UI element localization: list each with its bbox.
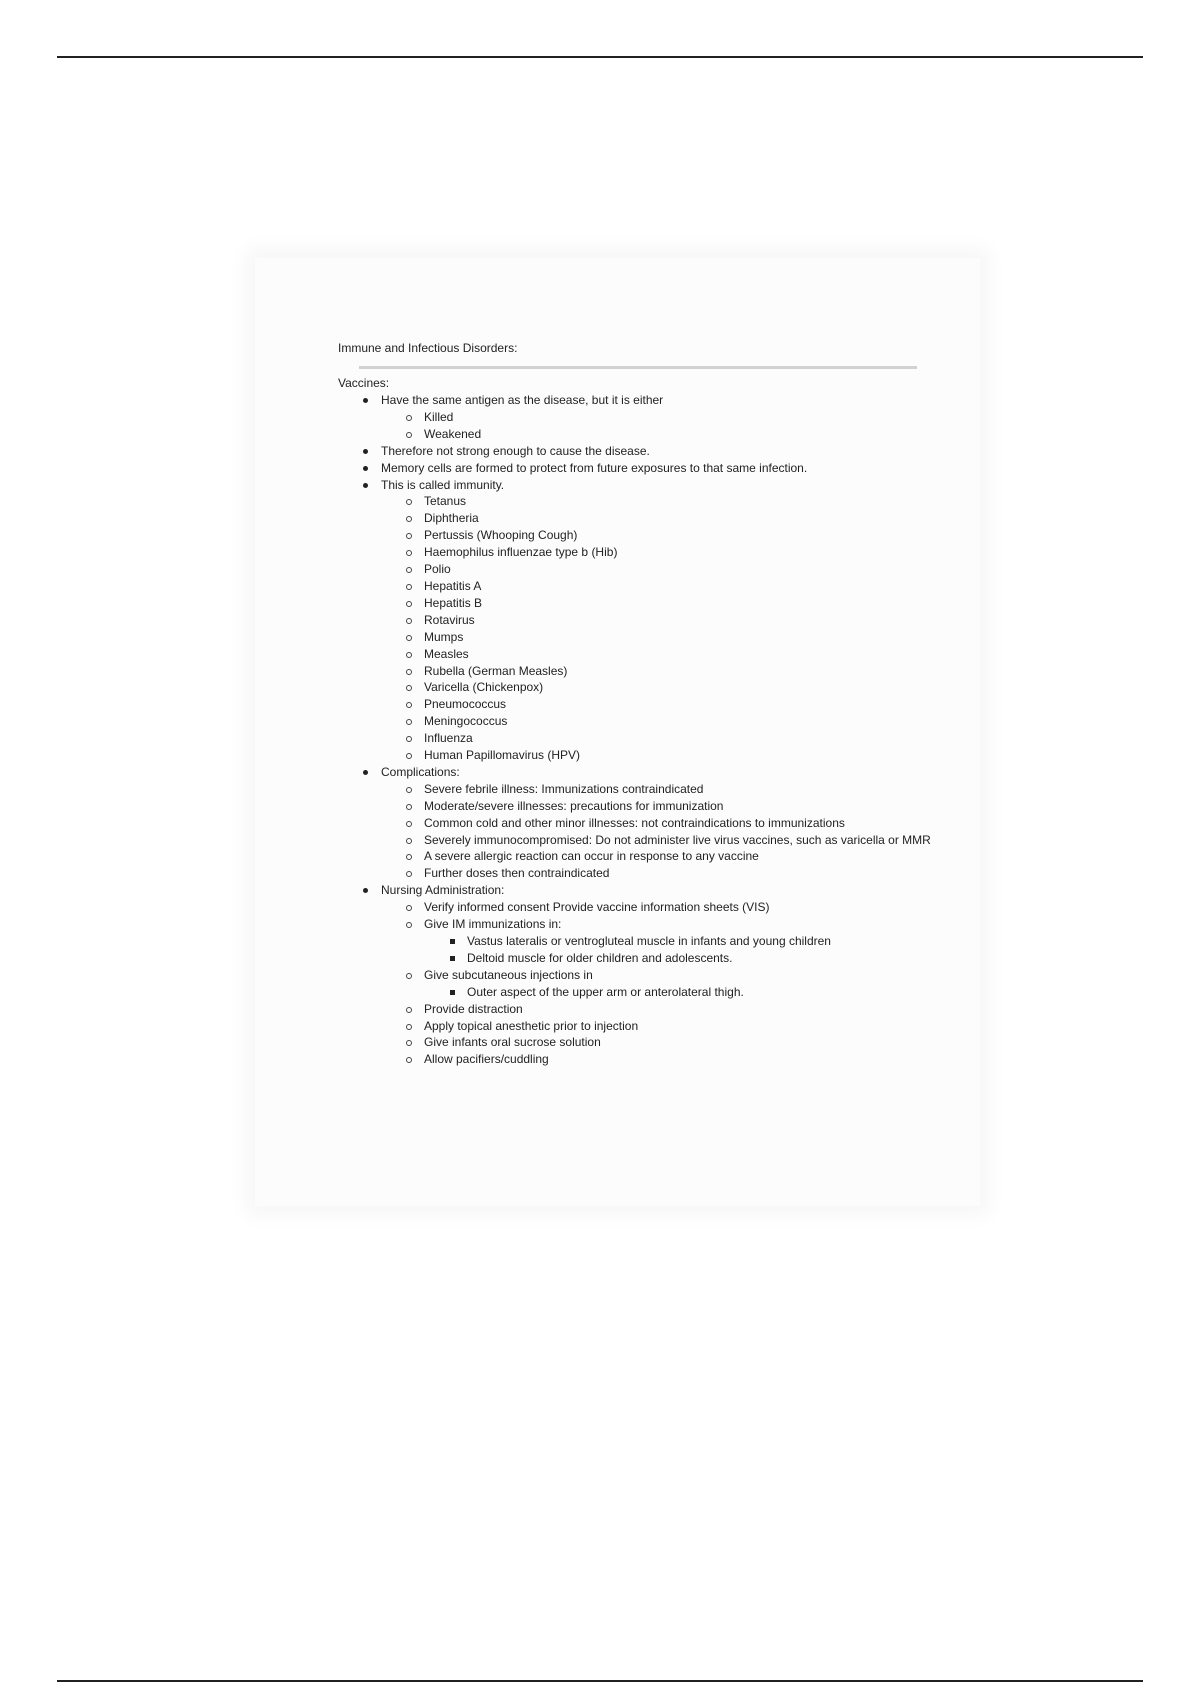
nested-list [424, 933, 938, 967]
list-item-text: Hepatitis A [424, 578, 938, 595]
sub-bullet-item [381, 612, 938, 629]
sub-bullet-item [381, 899, 938, 916]
list-item-text: Measles [424, 646, 938, 663]
list-item-text: Common cold and other minor illnesses: not contraindications to immunizations [424, 815, 938, 832]
list-item-text: Diphtheria [424, 510, 938, 527]
sub-bullet-item [381, 544, 938, 561]
sub-bullet-item [381, 713, 938, 730]
list-item-text: Pneumococcus [424, 696, 938, 713]
section-heading: Vaccines: [338, 376, 390, 390]
bullet-item [338, 443, 938, 460]
embedded-document-page [255, 258, 980, 1206]
list-item-text: Human Papillomavirus (HPV) [424, 747, 938, 764]
list-item-text: Allow pacifiers/cuddling [424, 1051, 938, 1068]
bullet-item [338, 460, 938, 477]
sub-bullet-item [381, 493, 938, 510]
list-item-text: Pertussis (Whooping Cough) [424, 527, 938, 544]
list-item-text: Meningococcus [424, 713, 938, 730]
list-item-text: Give IM immunizations in: [424, 916, 938, 933]
list-item-text: Nursing Administration: [381, 882, 938, 899]
sub-bullet-item [381, 848, 938, 865]
sub-sub-bullet-item [424, 950, 938, 967]
bullet-item [338, 764, 938, 882]
list-item-text: Vastus lateralis or ventrogluteal muscle in infants and young children [467, 933, 938, 950]
nested-list [381, 493, 938, 764]
list-item-text: This is called immunity. [381, 477, 938, 494]
sub-bullet-item [381, 1034, 938, 1051]
sub-bullet-item [381, 510, 938, 527]
bullet-item [338, 392, 938, 443]
nested-list [381, 409, 938, 443]
sub-bullet-item [381, 561, 938, 578]
sub-bullet-item [381, 646, 938, 663]
nested-list [381, 899, 938, 1068]
sub-sub-bullet-item [424, 984, 938, 1001]
nested-list [424, 984, 938, 1001]
sub-bullet-item [381, 578, 938, 595]
list-item-text: Varicella (Chickenpox) [424, 679, 938, 696]
bullet-item [338, 882, 938, 1068]
list-item-text: Therefore not strong enough to cause the disease. [381, 443, 938, 460]
sub-bullet-item [381, 865, 938, 882]
list-item-text: Severe febrile illness: Immunizations contraindicated [424, 781, 938, 798]
sub-bullet-item [381, 747, 938, 764]
sub-bullet-item [381, 967, 938, 1001]
nested-list [381, 781, 938, 882]
sub-bullet-item [381, 663, 938, 680]
list-item-text: Mumps [424, 629, 938, 646]
list-item-text: Tetanus [424, 493, 938, 510]
sub-bullet-item [381, 409, 938, 426]
list-item-text: Memory cells are formed to protect from future exposures to that same infection. [381, 460, 938, 477]
sub-bullet-item [381, 595, 938, 612]
sub-bullet-item [381, 629, 938, 646]
sub-bullet-item [381, 426, 938, 443]
list-item-text: Moderate/severe illnesses: precautions for immunization [424, 798, 938, 815]
list-item-text: Polio [424, 561, 938, 578]
sub-sub-bullet-item [424, 933, 938, 950]
sub-bullet-item [381, 679, 938, 696]
list-item-text: Severely immunocompromised: Do not administer live virus vaccines, such as varicella or MMR [424, 832, 938, 849]
list-item-text: Weakened [424, 426, 938, 443]
sub-bullet-item [381, 696, 938, 713]
list-item-text: Further doses then contraindicated [424, 865, 938, 882]
sub-bullet-item [381, 832, 938, 849]
bottom-rule [57, 1680, 1143, 1682]
list-item-text: Verify informed consent Provide vaccine information sheets (VIS) [424, 899, 938, 916]
list-item-text: Haemophilus influenzae type b (Hib) [424, 544, 938, 561]
sub-bullet-item [381, 798, 938, 815]
list-item-text: Complications: [381, 764, 938, 781]
list-item-text: Hepatitis B [424, 595, 938, 612]
sub-bullet-item [381, 1001, 938, 1018]
sub-bullet-item [381, 730, 938, 747]
top-rule [57, 56, 1143, 58]
list-item-text: Killed [424, 409, 938, 426]
sub-bullet-item [381, 1018, 938, 1035]
list-item-text: Give infants oral sucrose solution [424, 1034, 938, 1051]
list-item-text: Give subcutaneous injections in [424, 967, 938, 984]
document-title: Immune and Infectious Disorders: [338, 341, 518, 355]
title-divider [359, 366, 917, 369]
list-item-text: A severe allergic reaction can occur in response to any vaccine [424, 848, 938, 865]
sub-bullet-item [381, 916, 938, 967]
bullet-list [338, 392, 938, 1068]
list-item-text: Rotavirus [424, 612, 938, 629]
list-item-text: Outer aspect of the upper arm or anterolateral thigh. [467, 984, 938, 1001]
sub-bullet-item [381, 527, 938, 544]
list-item-text: Apply topical anesthetic prior to injection [424, 1018, 938, 1035]
sub-bullet-item [381, 815, 938, 832]
sub-bullet-item [381, 1051, 938, 1068]
sub-bullet-item [381, 781, 938, 798]
bullet-item [338, 477, 938, 764]
list-item-text: Rubella (German Measles) [424, 663, 938, 680]
list-item-text: Provide distraction [424, 1001, 938, 1018]
list-item-text: Influenza [424, 730, 938, 747]
list-item-text: Have the same antigen as the disease, but it is either [381, 392, 938, 409]
list-item-text: Deltoid muscle for older children and adolescents. [467, 950, 938, 967]
document-content [338, 340, 938, 1068]
